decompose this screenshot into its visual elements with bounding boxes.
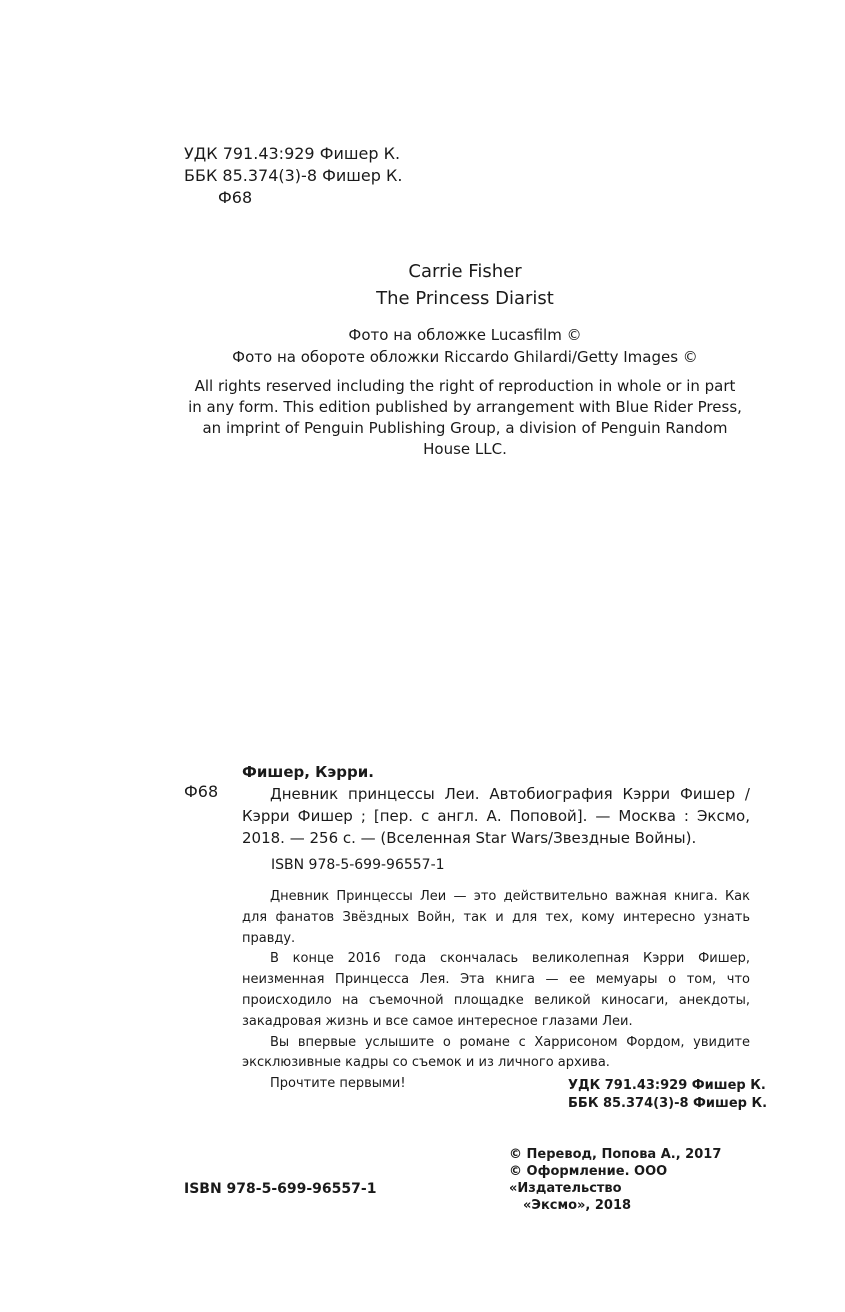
udc-footer	[568, 1077, 767, 1113]
author-mark: Ф68	[218, 188, 253, 207]
annotation-paragraph: Прочтите первыми!	[270, 1076, 406, 1092]
udc-header	[184, 143, 402, 209]
catalog-code: Ф68	[184, 782, 219, 801]
original-title-block	[150, 258, 780, 312]
rights-line: in any form. This edition published by arrangement with Blue Rider Press,	[188, 398, 742, 416]
catalog-isbn: ISBN 978-5-699-96557-1	[271, 857, 445, 873]
design-copyright-cont: «Эксмо», 2018	[523, 1198, 632, 1213]
photo-credits	[150, 324, 780, 368]
rights-line: House LLC.	[423, 440, 507, 458]
udk-code: УДК 791.43:929 Фишер К.	[184, 144, 401, 163]
bbk-code: ББК 85.374(3)-8 Фишер К.	[184, 166, 403, 185]
catalog-author-heading: Фишер, Кэрри.	[242, 763, 374, 781]
copyright-notice	[509, 1146, 754, 1214]
rights-line: All rights reserved including the right of reproduction in whole or in part	[194, 377, 736, 395]
annotation-paragraph: В конце 2016 года скончалась великолепная Кэрри Фишер, неизменная Принцесса Лея. Эта книга — ее мемуары о том, что происходило на съемочной площадке великой киносаги, анекдоты, закадровая жизнь и все самое интересное глазами Леи.	[242, 951, 750, 1029]
translation-copyright: © Перевод, Попова А., 2017	[509, 1147, 722, 1162]
original-title: The Princess Diarist	[376, 288, 554, 309]
catalog-entry	[242, 761, 750, 849]
original-author: Carrie Fisher	[408, 261, 522, 282]
design-copyright: © Оформление. ООО «Издательство	[509, 1164, 668, 1196]
udk-code: УДК 791.43:929 Фишер К.	[568, 1078, 766, 1093]
isbn-bottom: ISBN 978-5-699-96557-1	[184, 1181, 377, 1197]
rights-line: an imprint of Penguin Publishing Group, a division of Penguin Random	[202, 419, 728, 437]
back-photo-credit: Фото на обороте обложки Riccardo Ghilardi/Getty Images ©	[232, 348, 698, 366]
annotation	[242, 887, 750, 1095]
cover-photo-credit: Фото на обложке Lucasfilm ©	[348, 326, 582, 344]
catalog-description: Дневник принцессы Леи. Автобиография Кэрри Фишер / Кэрри Фишер ; [пер. с англ. А. Поповой]. — Москва : Эксмо, 2018. — 256 с. — (Вселенная Star Wars/Звездные Войны).	[242, 785, 750, 847]
annotation-paragraph: Вы впервые услышите о романе с Харрисоном Фордом, увидите эксклюзивные кадры со съемок и из личного архива.	[242, 1034, 750, 1071]
bbk-code: ББК 85.374(3)-8 Фишер К.	[568, 1096, 768, 1111]
annotation-paragraph: Дневник Принцессы Леи — это действительно важная книга. Как для фанатов Звёздных Войн, так и для тех, кому интересно узнать правду.	[242, 889, 750, 946]
rights-notice	[150, 376, 780, 460]
